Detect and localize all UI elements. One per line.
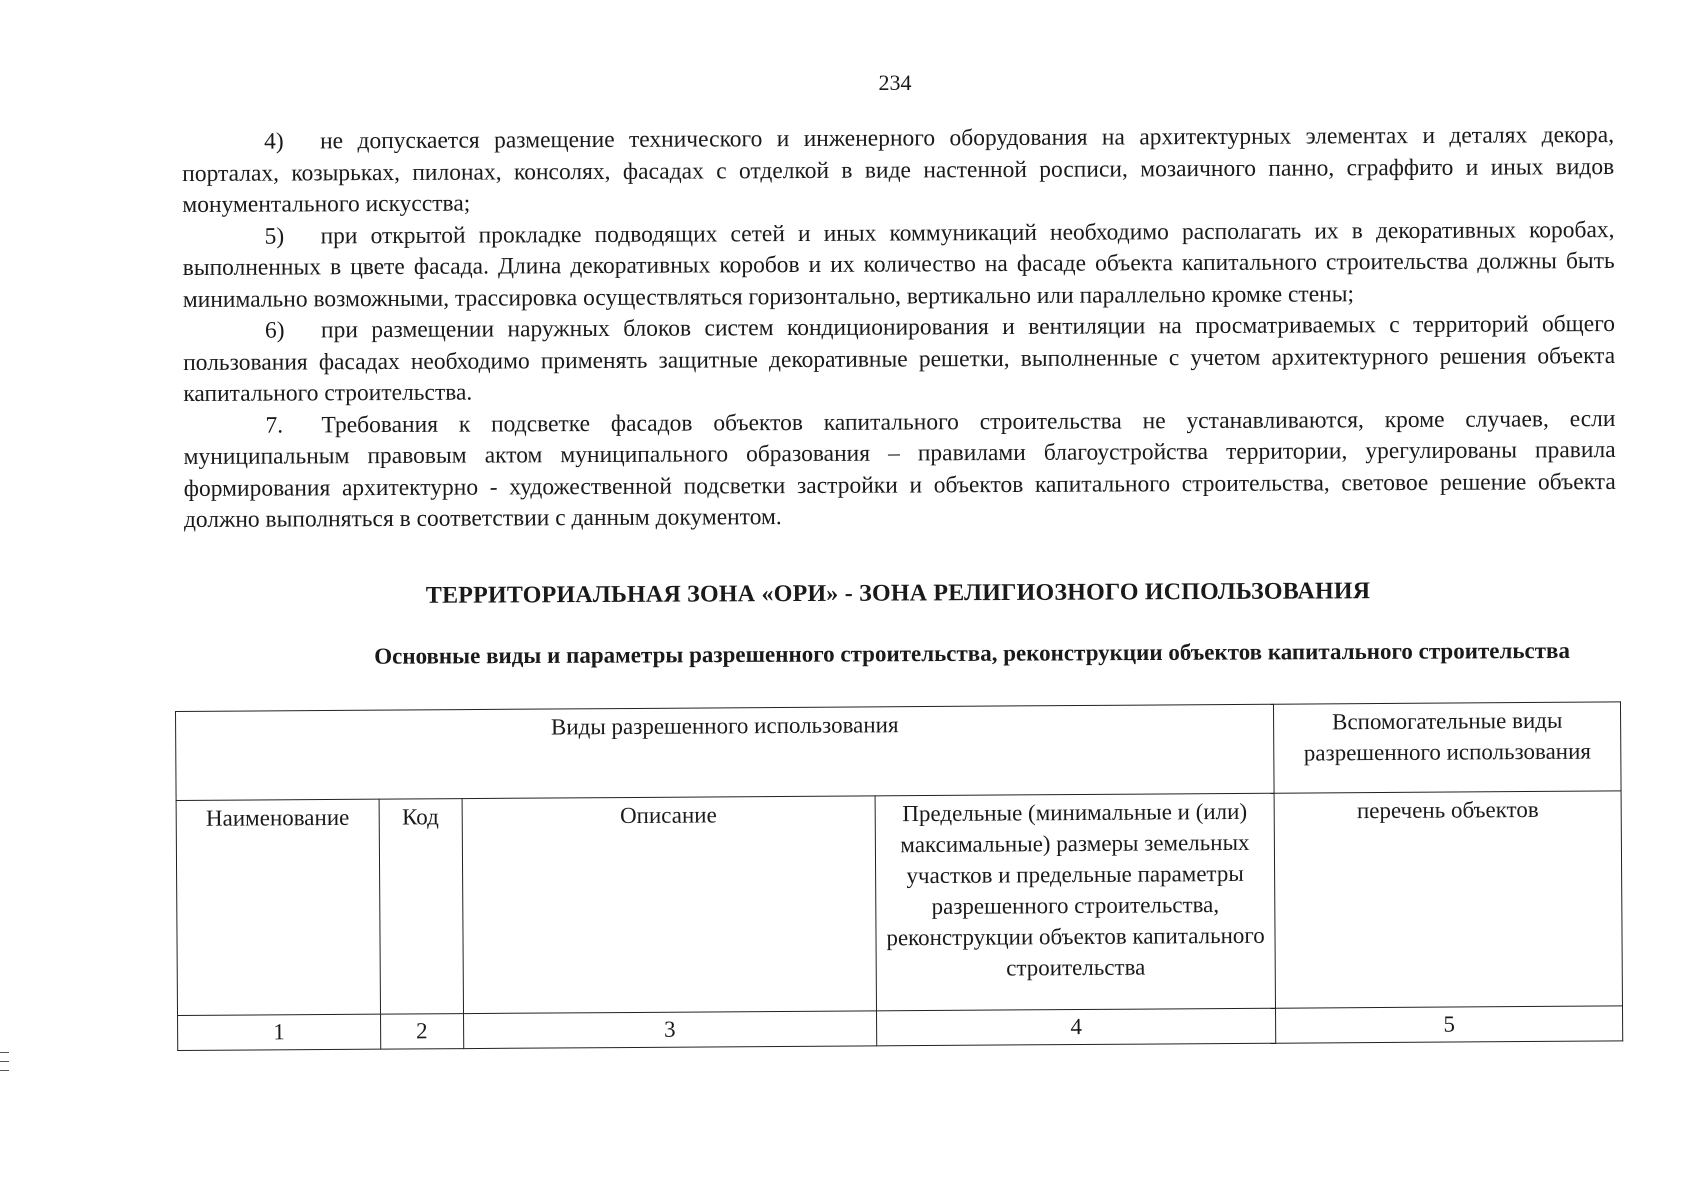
group-header-aux: Вспомогательные виды разрешенного использования	[1274, 702, 1621, 793]
column-header-limits: Предельные (минимальные и (или) максимальные) размеры земельных участков и предельные параметры разрешенного строительства, реконструкции объектов капитального строительства	[875, 793, 1276, 1011]
column-number: 5	[1276, 1006, 1623, 1043]
table-title: Основные виды и параметры разрешенного строительства, реконструкции объектов капитального строительства	[374, 637, 1571, 669]
parameters-table	[175, 701, 1623, 1051]
column-number: 4	[876, 1008, 1276, 1046]
scan-margin-marks	[0, 1052, 10, 1079]
group-header-main: Виды разрешенного использования	[176, 704, 1275, 800]
paragraph-text: не допускается размещение технического и инженерного оборудования на архитектурных элементах и деталях декора, порталах, козырьках, пилонах, консолях, фасадах с отделкой в виде настенной росписи, мозаичного панно, сграффито и иных видов монументального искусства;	[182, 122, 1615, 218]
paragraph-item-6	[183, 309, 1615, 410]
column-number: 2	[380, 1014, 463, 1050]
paragraph-number: 7.	[265, 412, 284, 439]
column-header-code: Код	[379, 799, 463, 1015]
page-number: 234	[878, 70, 912, 95]
paragraph-item-4	[182, 120, 1614, 221]
column-header-name: Наименование	[176, 799, 380, 1015]
column-number: 3	[463, 1011, 877, 1049]
paragraph-item-7	[183, 403, 1616, 536]
paragraph-text: Требования к подсветке фасадов объектов капитального строительства не устанавливаются, кроме случаев, если муниципальным правовым актом муниципального образования – правилами благоустройства территории, урегулированы правила формирования архитектурно - художественной подсветки застройки и объектов капитального строительства, световое решение объекта должно выполняться в соответствии с данным документом.	[183, 405, 1616, 533]
paragraph-item-5	[182, 215, 1614, 316]
column-header-description: Описание	[462, 796, 877, 1014]
paragraph-text: при открытой прокладке подводящих сетей и иных коммуникаций необходимо располагать их в декоративных коробах, выполненных в цвете фасада. Длина декоративных коробов и их количество на фасаде объекта капитального строительства должны быть минимально возможными, трассировка осуществляться горизонтально, вертикально или параллельно кромке стены;	[182, 216, 1615, 313]
column-number: 1	[178, 1014, 381, 1050]
paragraph-text: при размещении наружных блоков систем кондиционирования и вентиляции на просматриваемых с территорий общего пользования фасадах необходимо применять защитные декоративные решетки, выполненные с учетом архитектурного решения объекта капитального строительства.	[183, 310, 1616, 407]
body-text	[182, 120, 1616, 536]
zone-title: ТЕРРИТОРИАЛЬНАЯ ЗОНА «ОРИ» - ЗОНА РЕЛИГИОЗНОГО ИСПОЛЬЗОВАНИЯ	[425, 578, 1371, 609]
column-header-objects-list: перечень объектов	[1274, 791, 1622, 1008]
paragraph-number: 6)	[264, 317, 285, 344]
paragraph-number: 4)	[264, 128, 284, 155]
paragraph-number: 5)	[264, 223, 285, 250]
